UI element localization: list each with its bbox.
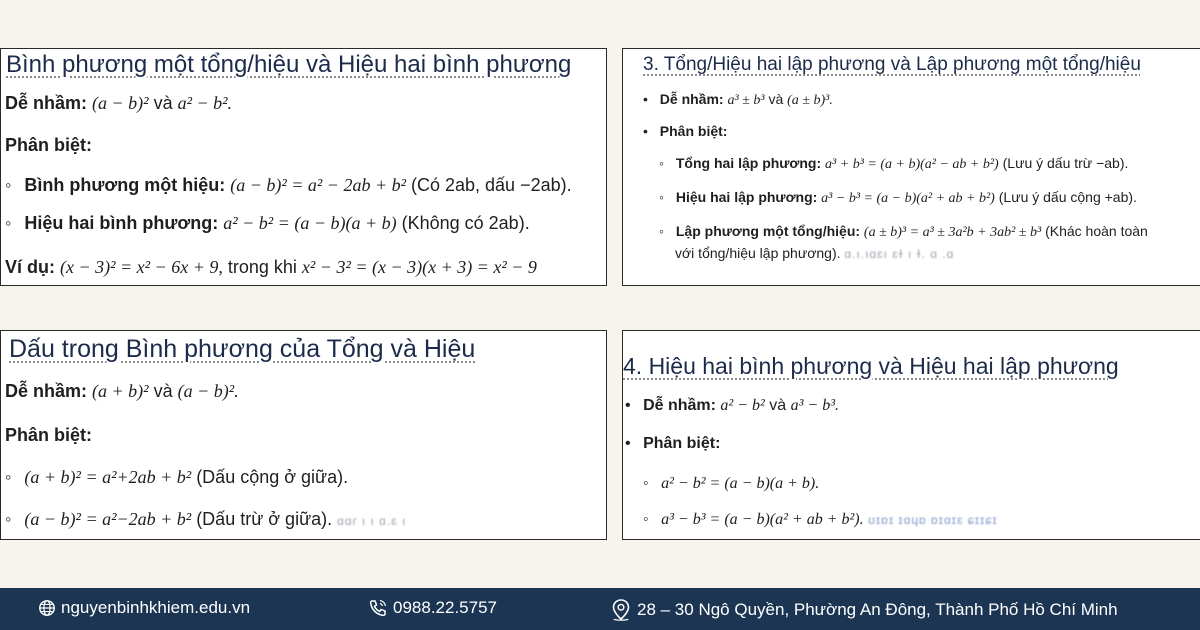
distinguish-heading: Phân biệt:: [5, 425, 93, 445]
example-line: [5, 257, 537, 278]
globe-icon: [38, 599, 56, 617]
list-item: [643, 475, 819, 493]
footer-phone[interactable]: [368, 598, 497, 618]
distinguish-heading: Phân biệt:: [643, 435, 721, 452]
item-note: (Có 2ab, dấu −2ab).: [411, 175, 572, 195]
circle-bullet-icon: ◦: [643, 511, 649, 528]
distinguish-line: [643, 123, 727, 139]
example-label: Ví dụ:: [5, 257, 55, 277]
item-math: a³ − b³ = (a − b)(a² + ab + b²): [821, 191, 995, 206]
confuse-math-1: (a − b)²: [92, 93, 149, 113]
item-math: a³ − b³ = (a − b)(a² + ab + b²).: [661, 511, 864, 528]
watermark-smudge: ɑɑɾ ı ı ɑ.ɛ ı: [337, 514, 407, 528]
list-item: [659, 155, 1128, 173]
confuse-math-1: a² − b²: [720, 397, 765, 414]
confusion-line: [643, 91, 833, 109]
item-note: (Khác hoàn toàn: [1045, 223, 1148, 239]
footer-bar: [0, 588, 1200, 630]
item-note: (Dấu cộng ở giữa).: [196, 467, 349, 487]
list-item: [659, 189, 1137, 207]
item-note: (Lưu ý dấu cộng +ab).: [998, 189, 1137, 205]
list-item-continuation: [675, 245, 954, 261]
card-title: 3. Tổng/Hiệu hai lập phương và Lập phương một tổng/hiệu: [643, 54, 1141, 75]
card-cube-sum-difference: [622, 48, 1200, 286]
item-math: (a + b)² = a²+2ab + b²: [24, 467, 192, 487]
dot-bullet-icon: •: [643, 123, 648, 139]
confuse-math-1: (a + b)²: [92, 381, 149, 401]
phone-icon: [368, 598, 388, 618]
card-title: Bình phương một tổng/hiệu và Hiệu hai bình phương: [6, 51, 572, 78]
confuse-label: Dễ nhầm:: [5, 93, 88, 113]
item-math: a² − b² = (a − b)(a + b): [223, 213, 397, 233]
item-math: (a − b)² = a²−2ab + b²: [24, 509, 192, 529]
circle-bullet-icon: ◦: [643, 475, 649, 492]
dot-bullet-icon: •: [625, 435, 631, 452]
example-math-2: x² − 3² = (x − 3)(x + 3) = x² − 9: [301, 257, 537, 277]
circle-bullet-icon: ◦: [659, 189, 664, 205]
confuse-math-2: a² − b².: [177, 93, 233, 113]
item-math: (a ± b)³ = a³ ± 3a²b + 3ab² ± b³: [863, 225, 1042, 240]
confusion-line: [5, 381, 239, 402]
footer-website[interactable]: [38, 598, 250, 618]
item-label: Hiệu hai lập phương:: [675, 189, 818, 205]
card-sign-in-square: [0, 330, 607, 540]
list-item: [659, 223, 1148, 241]
item-math: a³ + b³ = (a + b)(a² − ab + b²): [825, 157, 999, 172]
confuse-math-2: (a ± b)³.: [787, 93, 833, 108]
watermark-smudge: ɑ.ı.ıɑɛı ɛɫ ı ɫ. ɑ .ɑ: [844, 247, 955, 261]
item-label: Tổng hai lập phương:: [675, 155, 822, 171]
item-note-continued: với tổng/hiệu lập phương).: [675, 245, 841, 261]
example-math-1: (x − 3)² = x² − 6x + 9,: [60, 257, 223, 277]
item-label: Hiệu hai bình phương:: [24, 213, 219, 233]
confusion-line: [625, 397, 839, 415]
item-label: Bình phương một hiệu:: [24, 175, 226, 195]
circle-bullet-icon: ◦: [5, 213, 12, 233]
address-text: 28 – 30 Ngô Quyền, Phường An Đông, Thành Phố Hồ Chí Minh: [637, 600, 1118, 619]
list-item: [5, 213, 530, 234]
card-title: 4. Hiệu hai bình phương và Hiệu hai lập phương: [623, 353, 1119, 379]
list-item: [5, 509, 406, 530]
confusion-line: [5, 93, 232, 114]
item-note: (Lưu ý dấu trừ −ab).: [1002, 155, 1129, 171]
card-square-sum-difference: [0, 48, 607, 286]
circle-bullet-icon: ◦: [659, 223, 664, 239]
dot-bullet-icon: •: [625, 397, 631, 414]
confuse-and: và: [148, 381, 178, 401]
watermark-smudge: ʊɪɒɪ ɪɑɥɒ ɒɪɑɪɛ ɕɪɪɕɪ: [868, 513, 998, 527]
distinguish-line: [625, 435, 720, 453]
card-title: Dấu trong Bình phương của Tổng và Hiệu: [9, 335, 476, 363]
confuse-and: và: [764, 91, 788, 107]
website-text: nguyenbinhkhiem.edu.vn: [61, 598, 251, 617]
distinguish-heading: Phân biệt:: [659, 123, 728, 139]
list-item: [5, 467, 348, 488]
location-pin-icon: [610, 598, 632, 622]
confuse-and: và: [764, 397, 791, 414]
item-label: Lập phương một tổng/hiệu:: [675, 223, 861, 239]
circle-bullet-icon: ◦: [5, 175, 12, 195]
confuse-label: Dễ nhầm:: [643, 397, 716, 414]
dot-bullet-icon: •: [643, 91, 648, 107]
circle-bullet-icon: ◦: [5, 467, 12, 487]
card-difference-squares-cubes: [622, 330, 1200, 540]
confuse-math-2: a³ − b³.: [790, 397, 839, 414]
confuse-math-2: (a − b)².: [177, 381, 239, 401]
item-note: (Không có 2ab).: [401, 213, 530, 233]
confuse-label: Dễ nhầm:: [5, 381, 88, 401]
item-math: a² − b² = (a − b)(a + b).: [661, 475, 820, 492]
item-note: (Dấu trừ ở giữa).: [196, 509, 333, 529]
confuse-math-1: a³ ± b³: [727, 93, 765, 108]
phone-text: 0988.22.5757: [393, 598, 497, 617]
confuse-label: Dễ nhầm:: [659, 91, 724, 107]
item-math: (a − b)² = a² − 2ab + b²: [230, 175, 406, 195]
list-item: [5, 175, 572, 196]
confuse-and: và: [148, 93, 178, 113]
distinguish-heading: Phân biệt:: [5, 135, 93, 155]
list-item: [643, 511, 998, 529]
circle-bullet-icon: ◦: [659, 155, 664, 171]
example-mid: trong khi: [222, 257, 302, 277]
footer-address: [610, 598, 1118, 622]
circle-bullet-icon: ◦: [5, 509, 12, 529]
